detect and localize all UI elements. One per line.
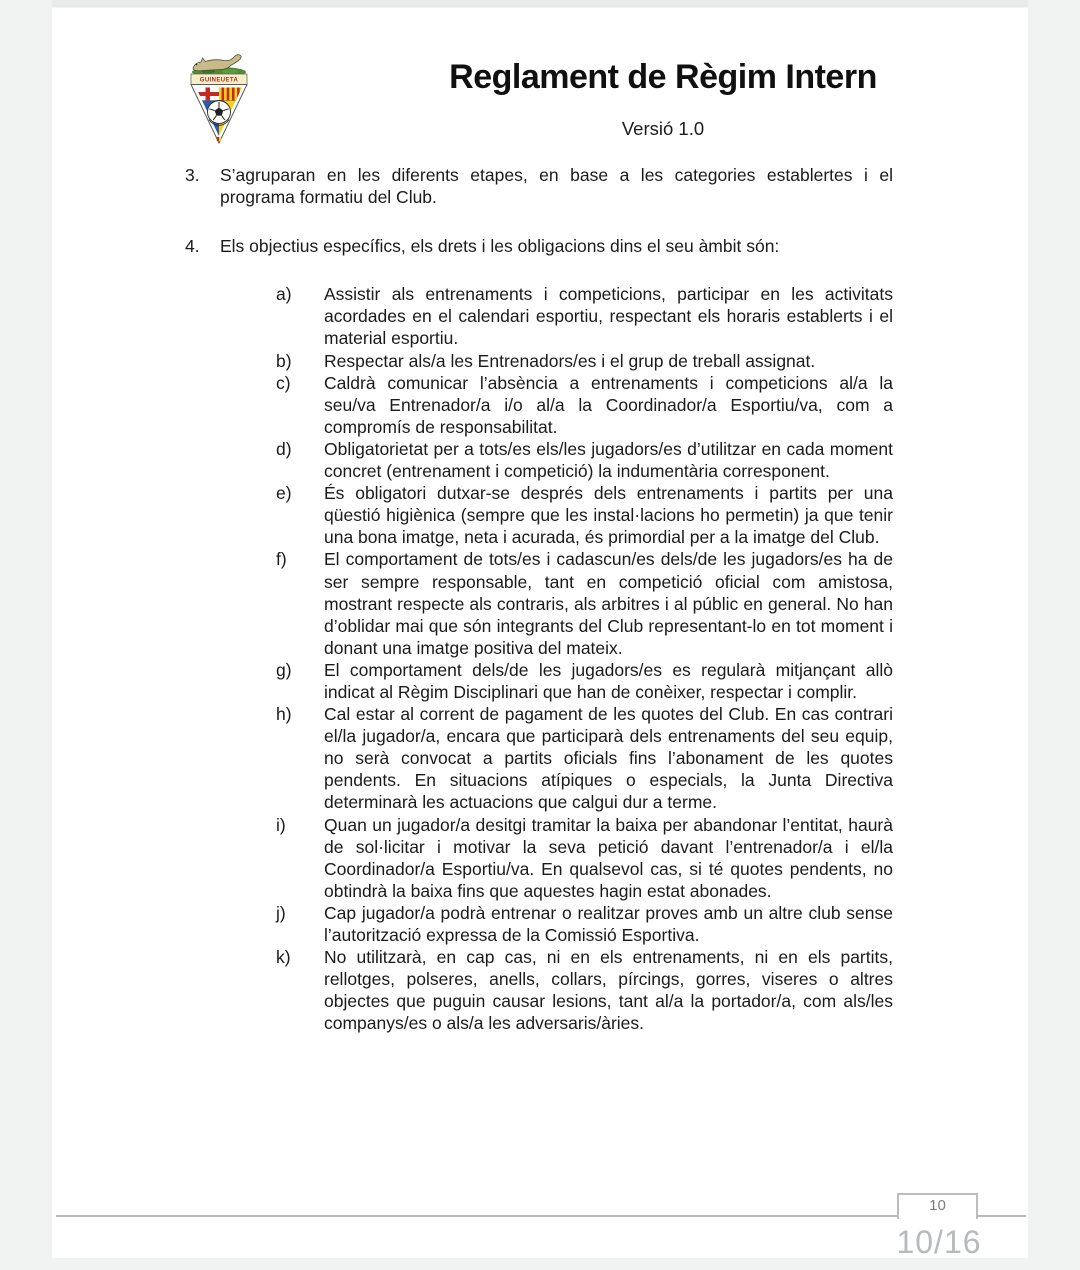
numbered-item-label: 3.: [185, 165, 200, 185]
lettered-item-text: El comportament dels/de les jugadors/es es regularà mitjançant allò indicat al Règim Disciplinari que han de conèixer, respectar i complir.: [324, 659, 893, 702]
lettered-item: [276, 703, 893, 813]
numbered-item-text: Els objectius específics, els drets i les obligacions dins el seu àmbit són:: [220, 236, 780, 257]
lettered-item-text: Cap jugador/a podrà entrenar o realitzar proves amb un altre club sense l’autorització expressa de la Comissió Esportiva.: [324, 902, 893, 945]
lettered-item: [276, 659, 893, 703]
document-body: [185, 164, 893, 1034]
lettered-item-label: a): [276, 284, 292, 305]
lettered-item: [276, 350, 893, 372]
viewer-page-indicator: 10/16: [896, 1224, 982, 1260]
lettered-item-label: k): [276, 947, 291, 968]
lettered-item-text: Quan un jugador/a desitgi tramitar la baixa per abandonar l’entitat, haurà de sol·licitar i motivar la seva petició davant l’entrenador/a i el/la Coordinador/a Esportiu/va. En qualsevol cas, si té quotes pendents, no obtindrà la baixa fins que aquestes hagin estat abonades.: [324, 814, 893, 901]
numbered-item: [185, 164, 893, 208]
lettered-item: [276, 946, 893, 1034]
club-crest-logo: [178, 42, 260, 148]
document-title: Reglament de Règim Intern: [449, 58, 877, 96]
lettered-item: [276, 438, 893, 482]
lettered-item-label: c): [276, 372, 291, 393]
document-page[interactable]: [52, 8, 1028, 1258]
numbered-item: [185, 235, 893, 257]
lettered-item: [276, 372, 893, 438]
lettered-item-text: És obligatori dutxar-se després dels entrenaments i partits per una qüestió higiènica (sempre que les instal·lacions ho permetin) ja que tenir una bona imatge, neta i acurada, és primordial per a la imatge del Club.: [324, 483, 893, 548]
lettered-item-text: Obligatorietat per a tots/es els/les jugadors/es d’utilitzar en cada moment concret (entrenament i competició) la indumentària corresponent.: [324, 438, 893, 482]
lettered-item-text: Caldrà comunicar l’absència a entrenaments i competicions al/a la seu/va Entrenador/a i/o al/a la Coordinador/a Esportiu/va, com a compromís de responsabilitat.: [324, 372, 893, 437]
lettered-item-text: Assistir als entrenaments i competicions, participar en les activitats acordades en el calendari esportiu, respectant els horaris establerts i el material esportiu.: [324, 284, 893, 349]
lettered-item-label: e): [276, 483, 292, 504]
numbered-item-text: S’agruparan en les diferents etapes, en base a les categories establertes i el programa formatiu del Club.: [220, 165, 893, 208]
lettered-item-text: El comportament de tots/es i cadascun/es dels/de les jugadors/es ha de ser sempre responsable, tant en competició oficial com amistosa, mostrant respecte als contraris, als arbitres i al públic en general. No han d’oblidar mai que són integrants del Club representant-lo en tot moment i donant una imatge positiva del mateix.: [324, 549, 893, 658]
crest-band-label: GUINEUETA: [199, 77, 239, 84]
numbered-item-label: 4.: [185, 236, 200, 257]
lettered-item-label: j): [276, 902, 286, 923]
lettered-item: [276, 482, 893, 548]
crest-football-icon: [208, 101, 231, 126]
document-version: Versió 1.0: [621, 118, 705, 139]
lettered-item-label: i): [276, 814, 286, 835]
footer-page-number: 10: [897, 1193, 978, 1219]
lettered-item: [276, 814, 893, 902]
numbered-list: [185, 164, 893, 257]
lettered-item-label: d): [276, 438, 292, 459]
lettered-item-text: No utilitzarà, en cap cas, ni en els entrenaments, ni en els partits, rellotges, polseres, anells, collars, pírcings, gorres, viseres o altres objectes que puguin causar lesions, tant al/a la portador/a, com als/les companys/es o als/a les adversaris/àries.: [324, 947, 893, 1034]
lettered-item-text: Respectar als/a les Entrenadors/es i el grup de treball assignat.: [324, 350, 816, 371]
lettered-list: [185, 283, 893, 1034]
footer-rule: [56, 1215, 1026, 1217]
lettered-item: [276, 548, 893, 658]
lettered-item: [276, 902, 893, 946]
page-gap-shadow: [52, 0, 1028, 7]
lettered-item-label: b): [276, 350, 292, 371]
lettered-item-label: h): [276, 704, 292, 725]
lettered-item-text: Cal estar al corrent de pagament de les quotes del Club. En cas contrari el/la jugador/a, encara que participarà dels entrenaments del seu equip, no serà convocat a partits oficials fins l’abonament de les quotes pendents. En situacions atípiques o especials, la Junta Directiva determinarà les actuacions que calgui dur a terme.: [324, 704, 893, 813]
lettered-item: [276, 283, 893, 349]
lettered-item-label: g): [276, 659, 292, 680]
lettered-item-label: f): [276, 549, 287, 570]
